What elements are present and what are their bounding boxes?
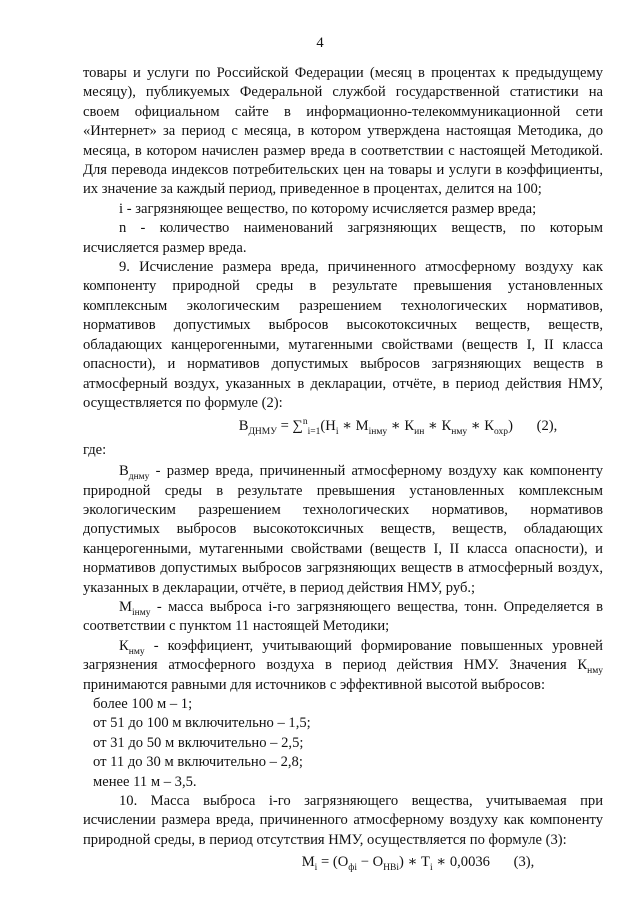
document-body (83, 64, 603, 873)
formula-2-kin: ∗ К (387, 418, 415, 435)
formula-3-o1: = (О (317, 854, 349, 871)
formula-2-knmu: ∗ К (424, 418, 452, 435)
formula-3-number: (3), (513, 854, 535, 871)
definition-m (83, 598, 603, 637)
formula-3-lhs-sub: i (314, 863, 318, 874)
definition-k-text-2: принимаются равными для источников с эффективной высотой выбросов: (83, 676, 545, 693)
formula-2-lhs: В (238, 418, 249, 435)
page-number: 4 (316, 35, 324, 51)
paragraph-intro: товары и услуги по Российской Федерации (месяц в процентах к предыдущему месяцу), публикуемых Федеральной службой государственной статистики на своем официальном сайте в информационно-телекоммуникационной сети «Интернет» за период с месяца, в котором утверждена настоящая Методика, до месяца, в котором начислен размер вреда в соответствии с настоящей Методикой. Для перевода индексов потребительских цен на товары и услуги в коэффициенты, их значение за каждый период, приведенное в процентах, делится на 100; (83, 65, 603, 198)
paragraph-9: 9. Исчисление размера вреда, причиненного атмосферному воздуху как компоненту природной среды в результате превышения установленных комплексным экологическим разрешением технологических нормативов, нормативов допустимых выбросов высокотоксичных веществ, веществ, обладающих канцерогенными, мутагенными свойствами (веществ I, II класса опасности), и нормативов допустимых выбросов загрязняющих веществ в атмосферный воздух, указанных в декларации, отчёте, в период действия НМУ, осуществляется по формуле (2): (83, 259, 603, 411)
formula-2-h-sub: i (335, 427, 339, 438)
definition-m-sub: iнму (131, 607, 151, 618)
formula-2-lhs-sub: ДНМУ (248, 427, 277, 438)
formula-3-o2: − О (357, 854, 384, 871)
formula-2-sum-sup: n (302, 417, 308, 428)
formula-3-o2-sub: НВi (383, 863, 399, 874)
height-item: от 11 до 30 м включительно – 2,8; (93, 754, 303, 771)
paragraph-i-definition: i - загрязняющее вещество, по которому исчисляется размер вреда; (119, 200, 537, 217)
where-label: где: (83, 441, 107, 458)
formula-3-t: ) ∗ Т (398, 854, 430, 871)
formula-2-kohr: ∗ К (467, 418, 495, 435)
definition-k-text: - коэффициент, учитывающий формирование повышенных уровней загрязнения атмосферного воздуха в период действия НМУ. Значения К (83, 637, 603, 674)
formula-3-coef: ∗ 0,0036 (432, 854, 490, 871)
definition-vdnmu-text: - размер вреда, причиненный атмосферному воздуху как компоненту природной среды в результате превышения установленных комплексным экологическим разрешением технологических нормативов, нормативов допустимых выбросов высокотоксичных веществ, веществ, обладающих канцерогенными, мутагенными свойствами (веществ I, II класса опасности), и нормативов допустимых выбросов загрязняющих веществ в атмосферный воздух, указанных в декларации, отчёте, в период действия НМУ, руб.; (83, 463, 603, 596)
definition-k-symbol: К (119, 637, 129, 654)
formula-3-lhs: М (301, 854, 315, 871)
definition-m-text: - масса выброса i-го загрязняющего вещества, тонн. Определяется в соответствии с пунктом 11 настоящей Методики; (83, 598, 603, 635)
formula-3 (83, 853, 603, 872)
formula-2-close: ) (508, 418, 513, 435)
formula-2-eq: = (276, 418, 293, 435)
formula-2-m-sub: iнму (368, 427, 388, 438)
definition-m-symbol: М (119, 598, 132, 615)
formula-2-knmu-sub: нму (451, 427, 468, 438)
height-item: менее 11 м – 3,5. (93, 773, 197, 790)
definition-k (83, 637, 603, 695)
formula-2-number: (2), (536, 418, 558, 435)
formula-2 (83, 417, 603, 436)
formula-2-kin-sub: ин (414, 427, 425, 438)
formula-2-m: ∗ М (338, 418, 369, 435)
definition-vdnmu-symbol: В (119, 463, 129, 480)
formula-3-t-sub: i (429, 863, 433, 874)
formula-2-sum: ∑ (292, 418, 303, 435)
paragraph-n-definition: n - количество наименований загрязняющих веществ, по которым исчисляется размер вреда. (83, 220, 603, 256)
definition-k-sub: нму (128, 646, 145, 657)
formula-2-kohr-sub: охр (494, 427, 509, 438)
definition-vdnmu (83, 462, 603, 598)
formula-2-sum-sub: i=1 (307, 427, 321, 438)
height-item: от 51 до 100 м включительно – 1,5; (93, 715, 311, 732)
formula-3-o1-sub: фi (348, 863, 358, 874)
definition-k-sub-2: нму (587, 666, 603, 677)
definition-vdnmu-sub: днму (128, 472, 150, 483)
paragraph-10: 10. Масса выброса i-го загрязняющего вещества, учитываемая при исчислении размера вреда, причиненного атмосферному воздуху как компоненту природной среды, в период отсутствия НМУ, осуществляется по формуле (3): (83, 793, 603, 848)
height-item: более 100 м – 1; (93, 696, 193, 712)
formula-2-h: (Н (320, 418, 336, 435)
height-item: от 31 до 50 м включительно – 2,5; (93, 734, 304, 751)
